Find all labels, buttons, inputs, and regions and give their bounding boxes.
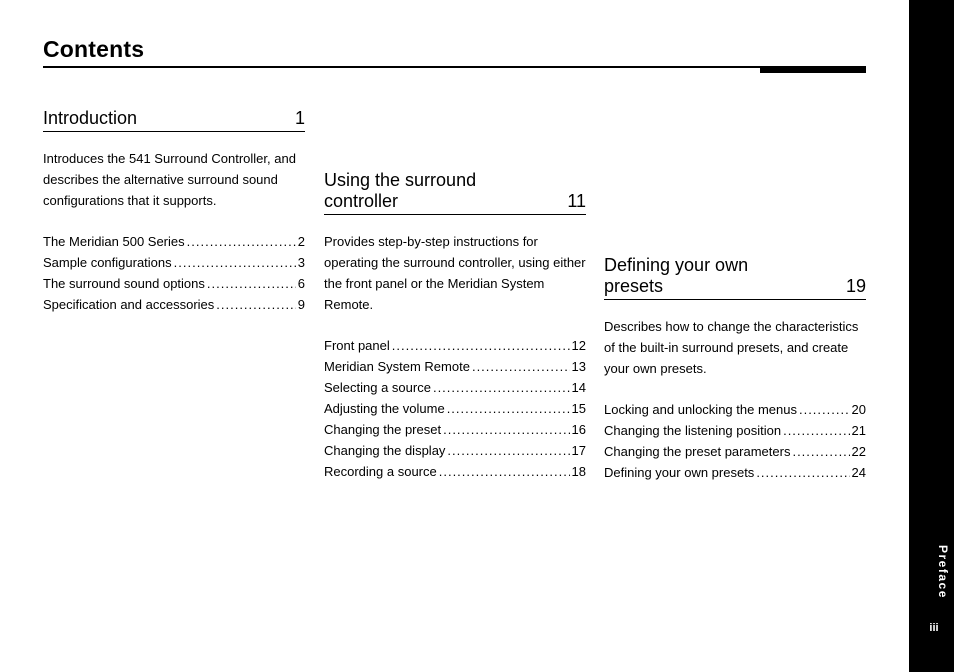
toc-entry-page: 15 <box>571 401 586 416</box>
section-defining-presets <box>604 255 866 483</box>
section-heading[interactable] <box>324 170 586 215</box>
toc-entry-page: 18 <box>571 464 586 479</box>
section-title: Defining your own presets <box>604 255 749 296</box>
toc-entry-label: The Meridian 500 Series <box>43 234 185 249</box>
toc-entry[interactable] <box>43 294 305 315</box>
leader-dots <box>187 231 296 252</box>
toc-entry-label: Sample configurations <box>43 255 172 270</box>
toc-entry-page: 9 <box>297 297 305 312</box>
toc-entry[interactable] <box>43 231 305 252</box>
toc-entry[interactable] <box>604 462 866 483</box>
toc-entry-label: Defining your own presets <box>604 465 755 480</box>
toc-entry-label: Selecting a source <box>324 380 431 395</box>
toc-entry[interactable] <box>604 441 866 462</box>
toc-entry[interactable] <box>43 273 305 294</box>
section-using-controller <box>324 170 586 482</box>
toc-entry-page: 14 <box>571 380 586 395</box>
toc-entry[interactable] <box>324 440 586 461</box>
toc-entry[interactable] <box>604 420 866 441</box>
toc-entry-label: Adjusting the volume <box>324 401 445 416</box>
leader-dots <box>174 252 296 273</box>
leader-dots <box>207 273 296 294</box>
leader-dots <box>439 461 570 482</box>
title-rule-accent <box>760 66 866 73</box>
toc-entry[interactable] <box>324 356 586 377</box>
section-description: Introduces the 541 Surround Controller, and describes the alternative surround sound configurations that it supports. <box>43 151 296 208</box>
toc-entry-page: 6 <box>297 276 305 291</box>
leader-dots <box>756 462 849 483</box>
toc-entry-page: 24 <box>851 465 866 480</box>
section-description: Provides step-by-step instructions for operating the surround controller, using either the front panel or the Meridian System Remote. <box>324 234 586 312</box>
section-page-number: 11 <box>567 191 586 211</box>
leader-dots <box>783 420 849 441</box>
toc-entry-page: 16 <box>571 422 586 437</box>
toc-entry[interactable] <box>324 461 586 482</box>
toc-entry-label: Meridian System Remote <box>324 359 470 374</box>
section-page-number: 19 <box>845 276 866 296</box>
toc-entry-label: Changing the display <box>324 443 446 458</box>
toc-entry-page: 2 <box>297 234 305 249</box>
leader-dots <box>799 399 850 420</box>
section-description: Describes how to change the characteristics of the built-in surround presets, and create your own presets. <box>604 319 859 376</box>
leader-dots <box>447 398 570 419</box>
toc-entry-page: 3 <box>297 255 305 270</box>
toc-entry[interactable] <box>324 377 586 398</box>
leader-dots <box>392 335 570 356</box>
section-title: Using the surround controller <box>324 170 477 211</box>
section-heading[interactable] <box>43 108 305 132</box>
toc-entry-label: Changing the preset <box>324 422 442 437</box>
section-page-number: 1 <box>294 108 305 128</box>
toc-entry[interactable] <box>604 399 866 420</box>
toc-entry-page: 13 <box>571 359 586 374</box>
page-number: iii <box>929 622 939 634</box>
leader-dots <box>216 294 296 315</box>
toc-entry-page: 17 <box>571 443 586 458</box>
toc-entry[interactable] <box>324 335 586 356</box>
toc-entry-label: Changing the preset parameters <box>604 444 791 459</box>
toc-list <box>43 231 305 315</box>
toc-entry-label: The surround sound options <box>43 276 205 291</box>
leader-dots <box>792 441 849 462</box>
toc-entry-page: 21 <box>851 423 866 438</box>
page-title: Contents <box>43 36 145 62</box>
leader-dots <box>447 440 569 461</box>
leader-dots <box>433 377 570 398</box>
toc-entry-label: Recording a source <box>324 464 437 479</box>
leader-dots <box>472 356 570 377</box>
toc-entry-label: Locking and unlocking the menus <box>604 402 797 417</box>
toc-entry-label: Changing the listening position <box>604 423 782 438</box>
toc-entry-page: 12 <box>571 338 586 353</box>
toc-entry-page: 20 <box>851 402 866 417</box>
toc-list <box>604 399 866 483</box>
toc-entry[interactable] <box>324 419 586 440</box>
toc-entry-label: Specification and accessories <box>43 297 215 312</box>
toc-entry[interactable] <box>324 398 586 419</box>
toc-entry-page: 22 <box>851 444 866 459</box>
section-heading[interactable] <box>604 255 866 300</box>
title-rule <box>43 66 865 68</box>
section-introduction <box>43 108 305 315</box>
toc-entry[interactable] <box>43 252 305 273</box>
toc-entry-label: Front panel <box>324 338 390 353</box>
leader-dots <box>443 419 569 440</box>
toc-list <box>324 335 586 482</box>
side-tab-label: Preface <box>936 545 950 599</box>
section-title: Introduction <box>43 108 138 128</box>
